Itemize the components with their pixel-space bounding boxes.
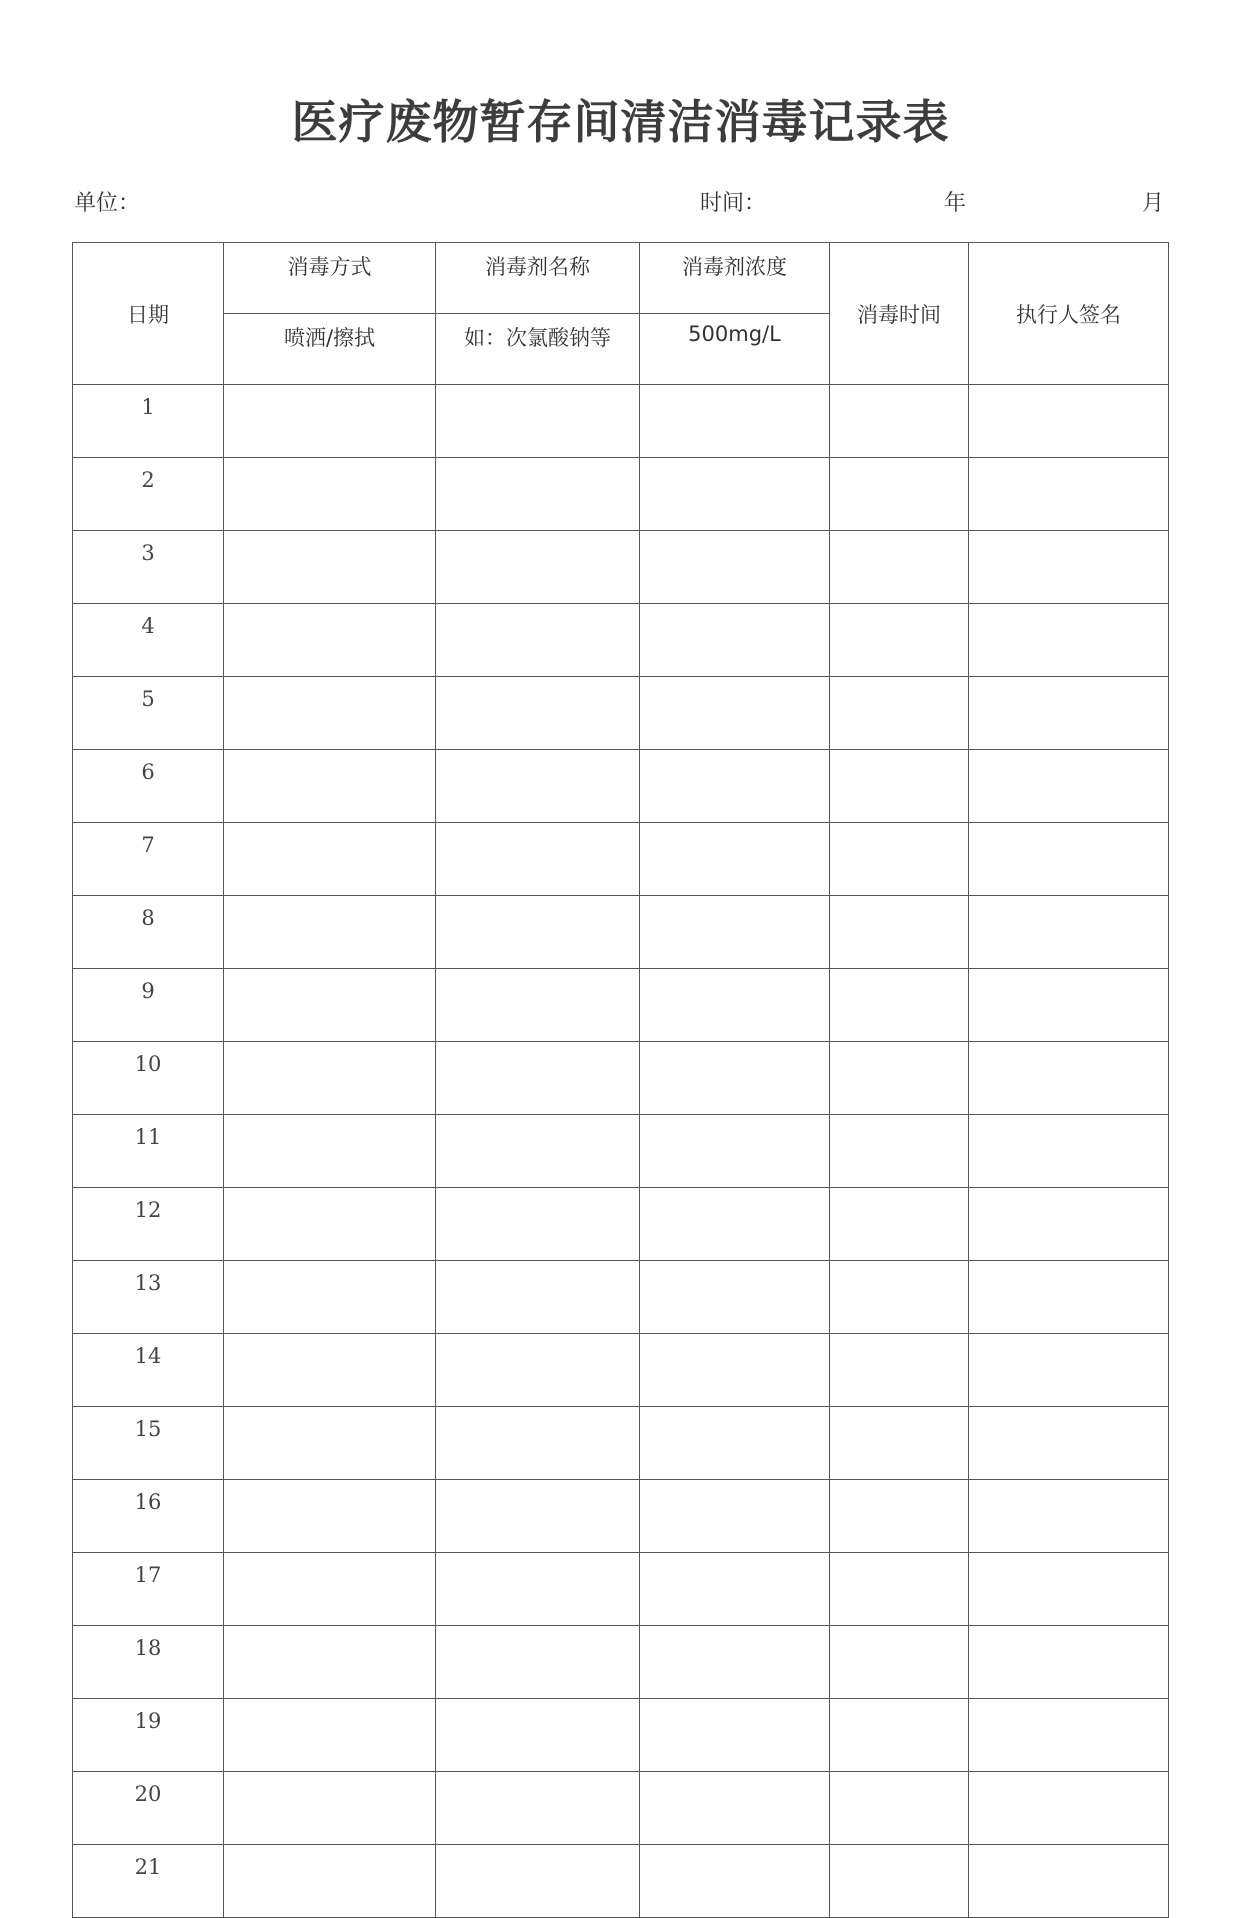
header-signature: 执行人签名 — [969, 243, 1169, 385]
row-date-cell: 21 — [73, 1845, 224, 1918]
agent-name-cell[interactable] — [436, 1261, 640, 1334]
row-date-cell: 16 — [73, 1480, 224, 1553]
concentration-cell[interactable] — [640, 677, 830, 750]
table-row — [73, 458, 1169, 531]
signature-cell[interactable] — [969, 1845, 1169, 1918]
method-cell[interactable] — [224, 1772, 436, 1845]
signature-cell[interactable] — [969, 458, 1169, 531]
disinfect-time-cell[interactable] — [830, 1115, 969, 1188]
row-date-cell: 8 — [73, 896, 224, 969]
signature-cell[interactable] — [969, 1042, 1169, 1115]
unit-label: 单位： — [74, 191, 141, 216]
signature-cell[interactable] — [969, 677, 1169, 750]
agent-name-cell[interactable] — [436, 1626, 640, 1699]
concentration-cell[interactable] — [640, 458, 830, 531]
agent-name-cell[interactable] — [436, 1115, 640, 1188]
concentration-cell[interactable] — [640, 1772, 830, 1845]
method-cell[interactable] — [224, 969, 436, 1042]
agent-name-cell[interactable] — [436, 1188, 640, 1261]
row-date-cell: 5 — [73, 677, 224, 750]
table-row — [73, 677, 1169, 750]
concentration-cell[interactable] — [640, 896, 830, 969]
concentration-cell[interactable] — [640, 1699, 830, 1772]
header-agent-name: 消毒剂名称 — [436, 243, 640, 314]
signature-cell[interactable] — [969, 385, 1169, 458]
method-cell[interactable] — [224, 1261, 436, 1334]
row-date-cell: 2 — [73, 458, 224, 531]
disinfect-time-cell[interactable] — [830, 1845, 969, 1918]
disinfect-time-cell[interactable] — [830, 385, 969, 458]
concentration-cell[interactable] — [640, 1042, 830, 1115]
table-row — [73, 750, 1169, 823]
concentration-cell[interactable] — [640, 1334, 830, 1407]
method-cell[interactable] — [224, 1188, 436, 1261]
method-cell[interactable] — [224, 1553, 436, 1626]
table-row — [73, 1261, 1169, 1334]
row-date-cell: 19 — [73, 1699, 224, 1772]
method-cell[interactable] — [224, 1042, 436, 1115]
method-cell[interactable] — [224, 823, 436, 896]
signature-cell[interactable] — [969, 1407, 1169, 1480]
table-row — [73, 896, 1169, 969]
agent-name-cell[interactable] — [436, 677, 640, 750]
row-date-cell: 9 — [73, 969, 224, 1042]
row-date-cell: 12 — [73, 1188, 224, 1261]
disinfect-time-cell[interactable] — [830, 1480, 969, 1553]
signature-cell[interactable] — [969, 1334, 1169, 1407]
agent-name-cell[interactable] — [436, 385, 640, 458]
agent-name-cell[interactable] — [436, 1772, 640, 1845]
signature-cell[interactable] — [969, 823, 1169, 896]
row-date-cell: 15 — [73, 1407, 224, 1480]
method-cell[interactable] — [224, 385, 436, 458]
row-date-cell: 18 — [73, 1626, 224, 1699]
agent-name-cell[interactable] — [436, 604, 640, 677]
agent-name-cell[interactable] — [436, 458, 640, 531]
disinfect-time-cell[interactable] — [830, 750, 969, 823]
row-date-cell: 3 — [73, 531, 224, 604]
disinfect-time-cell[interactable] — [830, 604, 969, 677]
table-row — [73, 1042, 1169, 1115]
concentration-cell[interactable] — [640, 385, 830, 458]
signature-cell[interactable] — [969, 604, 1169, 677]
row-date-cell: 6 — [73, 750, 224, 823]
table-row — [73, 1699, 1169, 1772]
signature-cell[interactable] — [969, 1115, 1169, 1188]
signature-cell[interactable] — [969, 750, 1169, 823]
disinfect-time-cell[interactable] — [830, 969, 969, 1042]
disinfect-time-cell[interactable] — [830, 1334, 969, 1407]
table-row — [73, 1845, 1169, 1918]
row-date-cell: 20 — [73, 1772, 224, 1845]
signature-cell[interactable] — [969, 1772, 1169, 1845]
concentration-cell[interactable] — [640, 531, 830, 604]
document-title: 医疗废物暂存间清洁消毒记录表 — [291, 95, 950, 149]
concentration-cell[interactable] — [640, 1115, 830, 1188]
method-cell[interactable] — [224, 677, 436, 750]
concentration-cell[interactable] — [640, 823, 830, 896]
disinfect-time-cell[interactable] — [830, 677, 969, 750]
method-cell[interactable] — [224, 604, 436, 677]
agent-name-cell[interactable] — [436, 823, 640, 896]
concentration-cell[interactable] — [640, 750, 830, 823]
agent-name-cell[interactable] — [436, 1699, 640, 1772]
concentration-cell[interactable] — [640, 1626, 830, 1699]
agent-name-cell[interactable] — [436, 896, 640, 969]
signature-cell[interactable] — [969, 531, 1169, 604]
table-row — [73, 823, 1169, 896]
signature-cell[interactable] — [969, 1261, 1169, 1334]
table-row — [73, 1115, 1169, 1188]
disinfect-time-cell[interactable] — [830, 458, 969, 531]
method-cell[interactable] — [224, 750, 436, 823]
concentration-cell[interactable] — [640, 1845, 830, 1918]
signature-cell[interactable] — [969, 1699, 1169, 1772]
header-date: 日期 — [73, 243, 224, 385]
agent-name-cell[interactable] — [436, 1407, 640, 1480]
concentration-cell[interactable] — [640, 1480, 830, 1553]
method-cell[interactable] — [224, 458, 436, 531]
disinfect-time-cell[interactable] — [830, 1042, 969, 1115]
signature-cell[interactable] — [969, 896, 1169, 969]
signature-cell[interactable] — [969, 1480, 1169, 1553]
table-body — [73, 385, 1169, 1918]
concentration-cell[interactable] — [640, 1188, 830, 1261]
method-cell[interactable] — [224, 1480, 436, 1553]
row-date-cell: 10 — [73, 1042, 224, 1115]
agent-name-cell[interactable] — [436, 969, 640, 1042]
header-disinfect-time: 消毒时间 — [830, 243, 969, 385]
method-cell[interactable] — [224, 896, 436, 969]
agent-name-cell[interactable] — [436, 531, 640, 604]
disinfect-time-cell[interactable] — [830, 1553, 969, 1626]
method-cell[interactable] — [224, 1626, 436, 1699]
method-cell[interactable] — [224, 531, 436, 604]
disinfect-time-cell[interactable] — [830, 1261, 969, 1334]
agent-name-cell[interactable] — [436, 1845, 640, 1918]
concentration-cell[interactable] — [640, 604, 830, 677]
header-concentration-example: 500mg/L — [640, 314, 830, 385]
table-row — [73, 531, 1169, 604]
disinfect-time-cell[interactable] — [830, 531, 969, 604]
disinfect-time-cell[interactable] — [830, 1626, 969, 1699]
table-row — [73, 1772, 1169, 1845]
table-row — [73, 969, 1169, 1042]
row-date-cell: 11 — [73, 1115, 224, 1188]
concentration-cell[interactable] — [640, 1553, 830, 1626]
agent-name-cell[interactable] — [436, 1334, 640, 1407]
row-date-cell: 4 — [73, 604, 224, 677]
table-row — [73, 1188, 1169, 1261]
method-cell[interactable] — [224, 1115, 436, 1188]
disinfect-time-cell[interactable] — [830, 1772, 969, 1845]
method-cell[interactable] — [224, 1334, 436, 1407]
method-cell[interactable] — [224, 1407, 436, 1480]
signature-cell[interactable] — [969, 969, 1169, 1042]
header-agent-name-example: 如：次氯酸钠等 — [436, 314, 640, 385]
table-row — [73, 604, 1169, 677]
row-date-cell: 17 — [73, 1553, 224, 1626]
disinfect-time-cell[interactable] — [830, 1699, 969, 1772]
disinfect-time-cell[interactable] — [830, 823, 969, 896]
table-row — [73, 1553, 1169, 1626]
table-row — [73, 1334, 1169, 1407]
table-row — [73, 1407, 1169, 1480]
table-row — [73, 1480, 1169, 1553]
disinfection-record-table — [72, 242, 1169, 1918]
signature-cell[interactable] — [969, 1626, 1169, 1699]
year-label: 年 — [944, 191, 967, 216]
month-label: 月 — [1142, 191, 1165, 216]
method-cell[interactable] — [224, 1699, 436, 1772]
time-label: 时间： — [700, 191, 767, 216]
row-date-cell: 1 — [73, 385, 224, 458]
disinfect-time-cell[interactable] — [830, 1407, 969, 1480]
header-method-example: 喷洒/擦拭 — [224, 314, 436, 385]
concentration-cell[interactable] — [640, 1261, 830, 1334]
disinfect-time-cell[interactable] — [830, 1188, 969, 1261]
agent-name-cell[interactable] — [436, 1553, 640, 1626]
row-date-cell: 13 — [73, 1261, 224, 1334]
row-date-cell: 14 — [73, 1334, 224, 1407]
concentration-cell[interactable] — [640, 969, 830, 1042]
row-date-cell: 7 — [73, 823, 224, 896]
header-method: 消毒方式 — [224, 243, 436, 314]
agent-name-cell[interactable] — [436, 1480, 640, 1553]
agent-name-cell[interactable] — [436, 750, 640, 823]
header-concentration: 消毒剂浓度 — [640, 243, 830, 314]
method-cell[interactable] — [224, 1845, 436, 1918]
agent-name-cell[interactable] — [436, 1042, 640, 1115]
concentration-cell[interactable] — [640, 1407, 830, 1480]
signature-cell[interactable] — [969, 1553, 1169, 1626]
table-row — [73, 1626, 1169, 1699]
disinfect-time-cell[interactable] — [830, 896, 969, 969]
table-row — [73, 385, 1169, 458]
signature-cell[interactable] — [969, 1188, 1169, 1261]
